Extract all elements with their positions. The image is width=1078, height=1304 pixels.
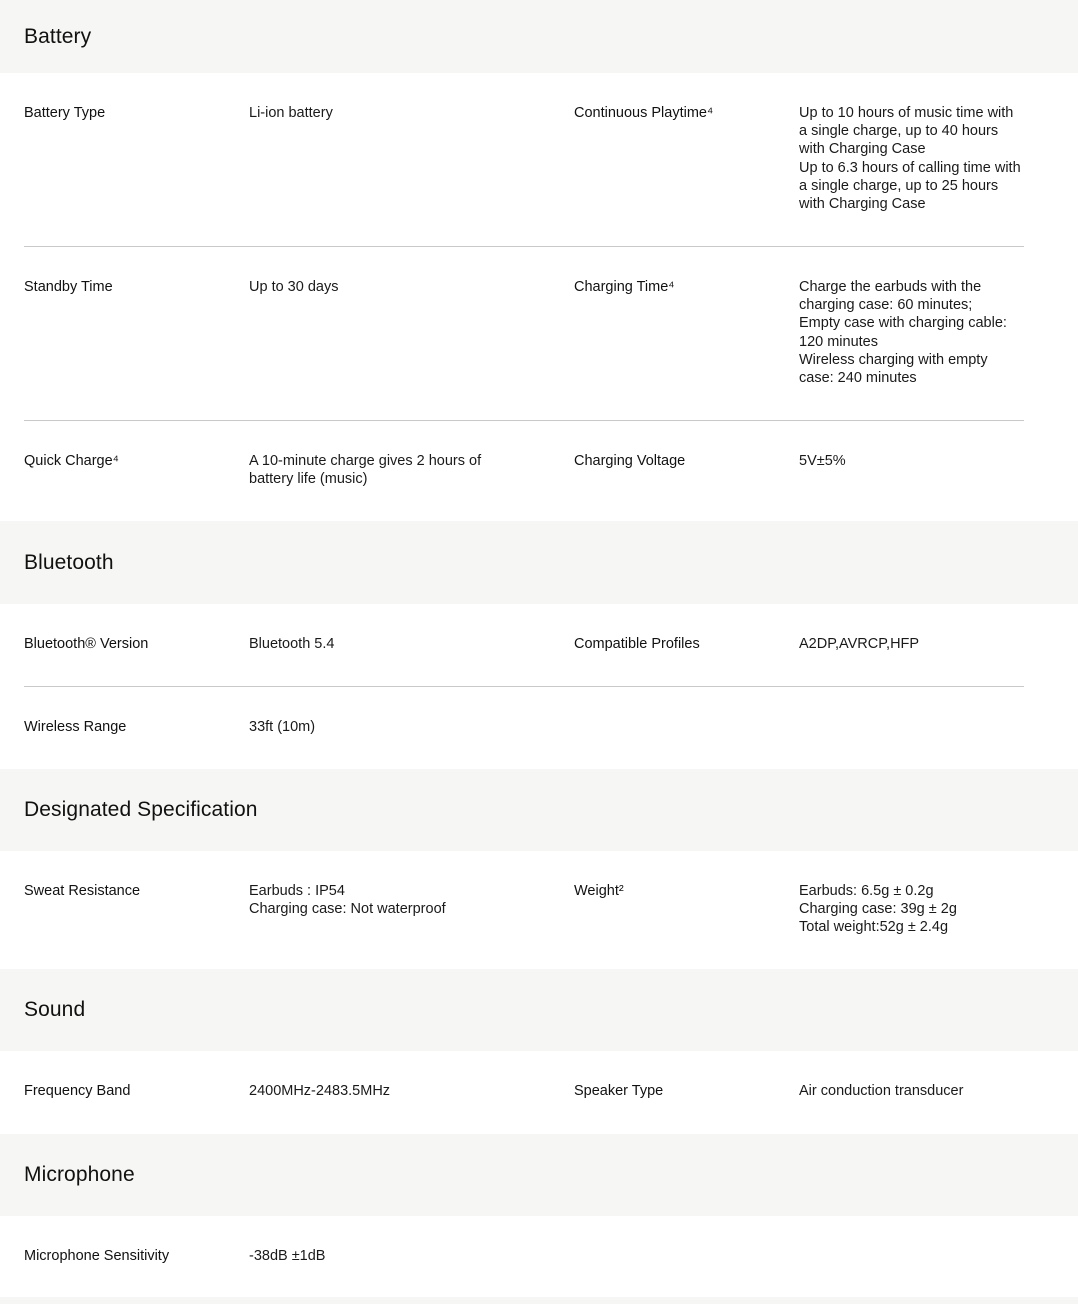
spec-value: 5V±5%: [799, 453, 846, 469]
spec-label: Weight²: [574, 883, 624, 899]
spec-label: Charging Voltage: [574, 453, 686, 469]
spec-row: [24, 104, 1024, 247]
spec-value: A 10-minute charge gives 2 hours of battery life (music): [249, 453, 482, 488]
spec-row: [24, 718, 1024, 758]
spec-label: Microphone Sensitivity: [24, 1248, 170, 1264]
spec-value: A2DP,AVRCP,HFP: [799, 636, 920, 652]
spec-row: [24, 452, 1024, 512]
spec-value: Up to 30 days: [249, 279, 339, 295]
spec-label: Continuous Playtime⁴: [574, 105, 714, 121]
section-title: Bluetooth: [24, 550, 114, 574]
section-title: Battery: [24, 24, 92, 48]
section-header-sound: [0, 969, 1078, 1051]
spec-label: Standby Time: [24, 279, 113, 295]
spec-value: -38dB ±1dB: [249, 1248, 326, 1264]
spec-value: Li-ion battery: [249, 105, 333, 121]
spec-label: Sweat Resistance: [24, 883, 141, 899]
spec-value: Bluetooth 5.4: [249, 636, 335, 652]
spec-label: Charging Time⁴: [574, 279, 675, 295]
spec-row: [24, 882, 1024, 962]
section-header-battery: [0, 0, 1078, 73]
spec-label: Frequency Band: [24, 1083, 131, 1099]
spec-row: [24, 1082, 1024, 1122]
section-header-microphone: [0, 1134, 1078, 1216]
section-title: Microphone: [24, 1163, 135, 1186]
spec-value: 2400MHz-2483.5MHz: [249, 1083, 391, 1099]
spec-value: Air conduction transducer: [799, 1083, 964, 1099]
spec-value: Charge the earbuds with the charging case: 60 minutes; Empty case with charging cable: 120 minutes Wireless charging with empty case: 240 minutes: [799, 279, 1007, 387]
section-footer-band: [0, 1297, 1078, 1304]
spec-row: [24, 278, 1024, 421]
spec-value: Earbuds : IP54 Charging case: Not waterproof: [249, 883, 446, 918]
spec-label: Wireless Range: [24, 719, 127, 735]
spec-row: [24, 1247, 1024, 1287]
spec-label: Speaker Type: [574, 1083, 664, 1099]
spec-label: Quick Charge⁴: [24, 453, 119, 469]
section-title: Sound: [24, 998, 86, 1021]
spec-row: [24, 635, 1024, 687]
section-header-bluetooth: [0, 521, 1078, 604]
spec-value: Earbuds: 6.5g ± 0.2g Charging case: 39g ± 2g Total weight:52g ± 2.4g: [799, 883, 957, 936]
spec-label: Bluetooth® Version: [24, 636, 149, 652]
spec-value: 33ft (10m): [249, 719, 316, 735]
spec-label: Battery Type: [24, 105, 106, 121]
section-header-designated-specification: [0, 769, 1078, 851]
spec-label: Compatible Profiles: [574, 636, 700, 652]
section-title: Designated Specification: [24, 798, 258, 821]
spec-value: Up to 10 hours of music time with a single charge, up to 40 hours with Charging Case Up to 6.3 hours of calling time with a single charge, up to 25 hours with Charging Case: [799, 105, 1021, 213]
